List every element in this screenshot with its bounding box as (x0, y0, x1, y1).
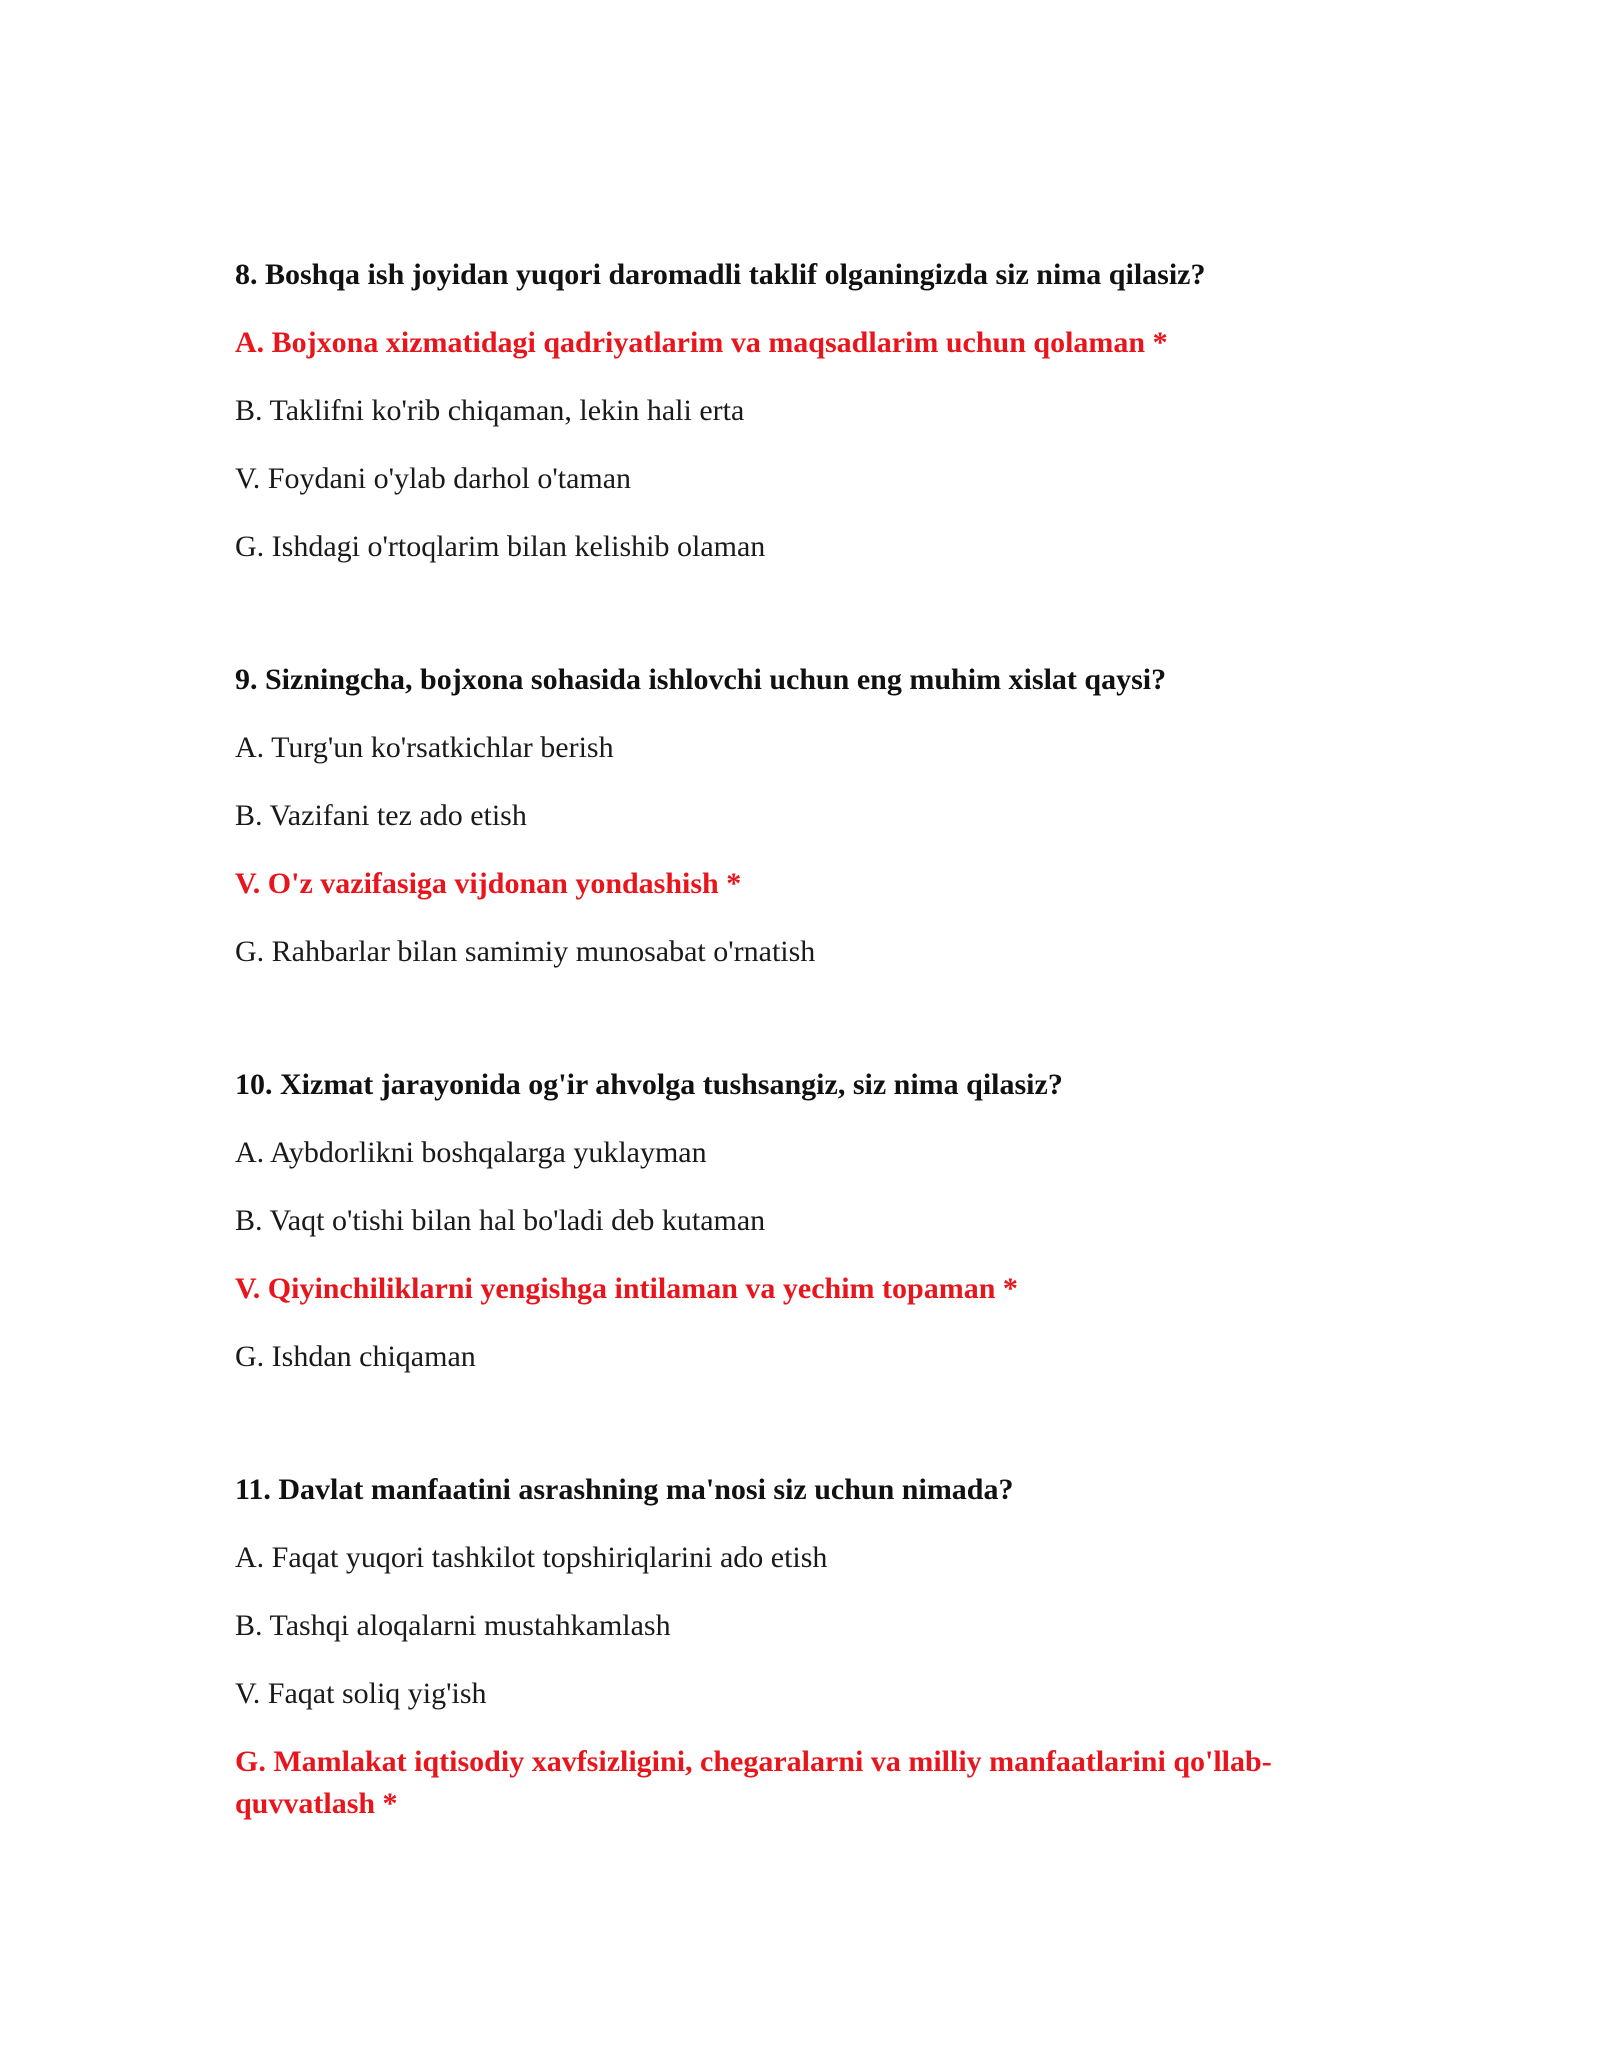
option-g: G. Ishdan chiqaman (235, 1340, 476, 1373)
option-a: A. Bojxona xizmatidagi qadriyatlarim va maqsadlarim uchun qolaman * (235, 326, 1168, 359)
question-title: 8. Boshqa ish joyidan yuqori daromadli taklif olganingizda siz nima qilasiz? (235, 258, 1206, 291)
option-v: V. O'z vazifasiga vijdonan yondashish * (235, 867, 742, 900)
option-a: A. Aybdorlikni boshqalarga yuklayman (235, 1136, 707, 1169)
option-g: G. Ishdagi o'rtoqlarim bilan kelishib olaman (235, 530, 766, 563)
option-b: B. Vazifani tez ado etish (235, 799, 527, 832)
question-11 (235, 1469, 1375, 1825)
option-a: A. Turg'un ko'rsatkichlar berish (235, 731, 614, 764)
option-a: A. Faqat yuqori tashkilot topshiriqlarini ado etish (235, 1541, 828, 1574)
option-b: B. Taklifni ko'rib chiqaman, lekin hali erta (235, 394, 745, 427)
option-g: G. Rahbarlar bilan samimiy munosabat o'rnatish (235, 935, 816, 968)
option-g: G. Mamlakat iqtisodiy xavfsizligini, chegaralarni va milliy manfaatlarini qo'llab-quvvatlash * (235, 1745, 1272, 1820)
option-v: V. Foydani o'ylab darhol o'taman (235, 462, 632, 495)
option-v: V. Qiyinchiliklarni yengishga intilaman va yechim topaman * (235, 1272, 1018, 1305)
option-b: B. Tashqi aloqalarni mustahkamlash (235, 1609, 671, 1642)
option-v: V. Faqat soliq yig'ish (235, 1677, 487, 1710)
question-8 (235, 254, 1375, 568)
question-10 (235, 1064, 1375, 1378)
option-b: B. Vaqt o'tishi bilan hal bo'ladi deb kutaman (235, 1204, 766, 1237)
question-title: 10. Xizmat jarayonida og'ir ahvolga tushsangiz, siz nima qilasiz? (235, 1068, 1063, 1101)
question-title: 9. Sizningcha, bojxona sohasida ishlovchi uchun eng muhim xislat qaysi? (235, 663, 1167, 696)
question-9 (235, 659, 1375, 973)
question-title: 11. Davlat manfaatini asrashning ma'nosi siz uchun nimada? (235, 1473, 1014, 1506)
